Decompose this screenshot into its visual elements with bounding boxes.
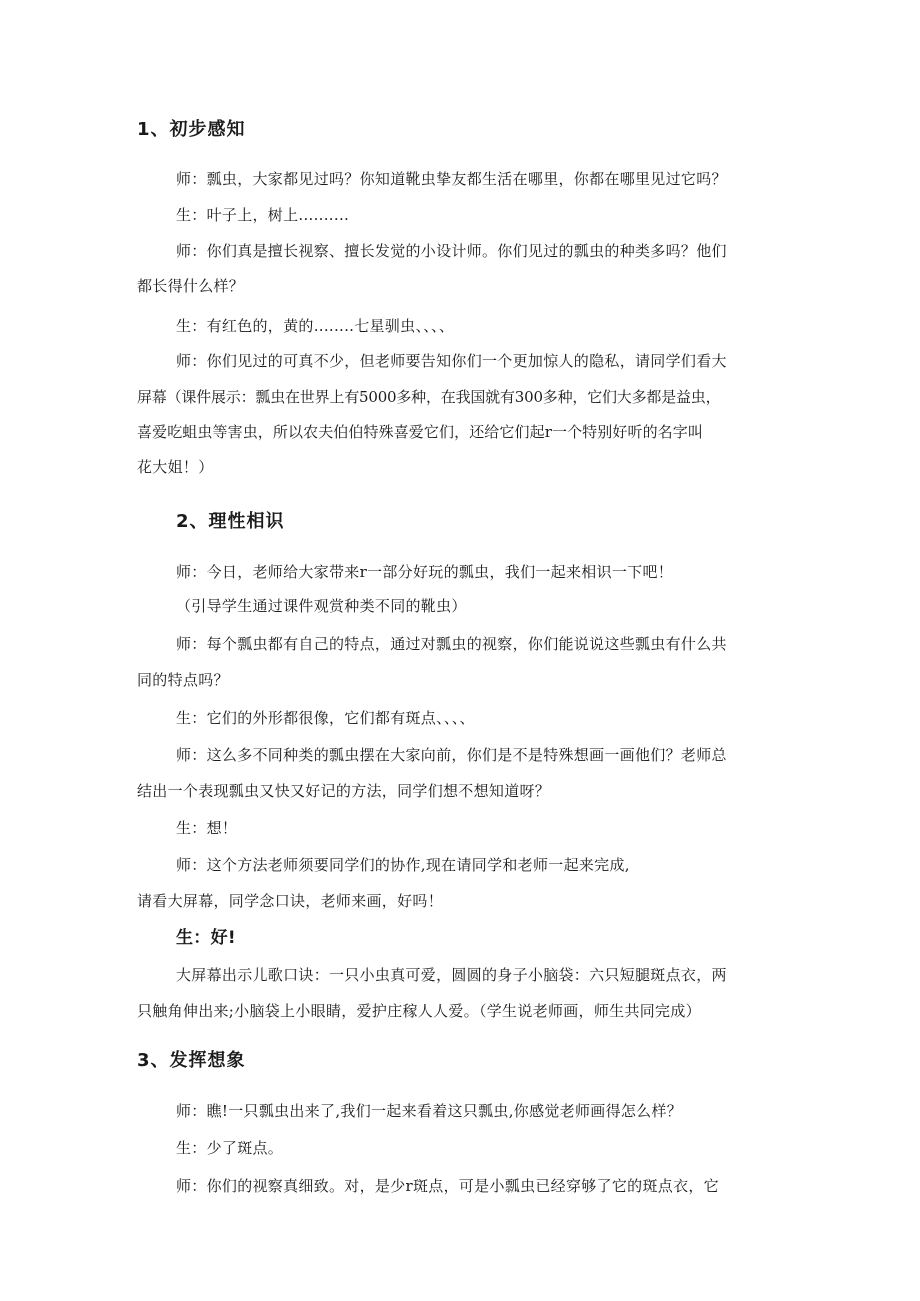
- paragraph-line: 都长得什么样？: [137, 277, 245, 295]
- paragraph-line: 花大姐！）: [137, 458, 214, 476]
- paragraph-line: 师：你们的视察真细致。对，是少r斑点，可是小瓢虫已经穿够了它的斑点衣，它: [176, 1177, 719, 1195]
- paragraph-line: 生：好!: [176, 928, 236, 948]
- paragraph-line: 师：每个瓢虫都有自己的特点，通过对瓢虫的视察，你们能说说这些瓢虫有什么共: [176, 635, 727, 653]
- paragraph-line: 师：瞧!一只瓢虫出来了,我们一起来看着这只瓢虫,你感觉老师画得怎么样？: [176, 1102, 683, 1120]
- section-heading-2: 2、理性相识: [176, 511, 285, 532]
- paragraph-line: 大屏幕出示儿歌口诀：一只小虫真可爱，圆圆的身子小脑袋：六只短腿斑点衣，两: [176, 966, 727, 984]
- paragraph-line: 生：少了斑点。: [176, 1139, 284, 1157]
- section-heading-3: 3、发挥想象: [137, 1050, 246, 1071]
- paragraph-line: 生：它们的外形都很像，它们都有斑点、、、、: [176, 709, 475, 727]
- paragraph-line: 屏幕（课件展示：瓢虫在世界上有5000多种，在我国就有300多种，它们大多都是益虫，: [137, 388, 721, 406]
- paragraph-line: 喜爱吃蛆虫等害虫，所以农夫伯伯特殊喜爱它们，还给它们起r一个特别好听的名字叫: [137, 423, 703, 441]
- paragraph-line: 师：你们真是擅长视察、擅长发觉的小设计师。你们见过的瓢虫的种类多吗？他们: [176, 242, 727, 260]
- section-heading-1: 1、初步感知: [137, 119, 246, 140]
- paragraph-line: 师：这么多不同种类的瓢虫摆在大家向前，你们是不是特殊想画一画他们？老师总: [176, 746, 727, 764]
- paragraph-line: 生：有红色的，黄的........七星驯虫、、、、: [176, 317, 455, 335]
- paragraph-line: 师：瓢虫，大家都见过吗？你知道靴虫挚友都生活在哪里，你都在哪里见过它吗？: [176, 170, 727, 188]
- paragraph-line: 师：今日，老师给大家带来r一部分好玩的瓢虫，我们一起来相识一下吧！: [176, 563, 674, 581]
- paragraph-line: 同的特点吗？: [137, 671, 229, 689]
- paragraph-line: 只触角伸出来;小脑袋上小眼睛，爱护庄稼人人爱。（学生说老师画，师生共同完成）: [137, 1002, 701, 1020]
- paragraph-line: 师：你们见过的可真不少，但老师要告知你们一个更加惊人的隐私，请同学们看大: [176, 352, 727, 370]
- paragraph-line: （引导学生通过课件观赏种类不同的靴虫）: [176, 597, 467, 615]
- paragraph-line: 结出一个表现瓢虫又快又好记的方法，同学们想不想知道呀？: [137, 782, 551, 800]
- paragraph-line: 生：想！: [176, 819, 238, 837]
- paragraph-line: 请看大屏幕，同学念口诀，老师来画，好吗！: [137, 892, 444, 910]
- paragraph-line: 生：叶子上，树上..........: [176, 206, 350, 224]
- paragraph-line: 师：这个方法老师须要同学们的协作,现在请同学和老师一起来完成,: [176, 856, 630, 874]
